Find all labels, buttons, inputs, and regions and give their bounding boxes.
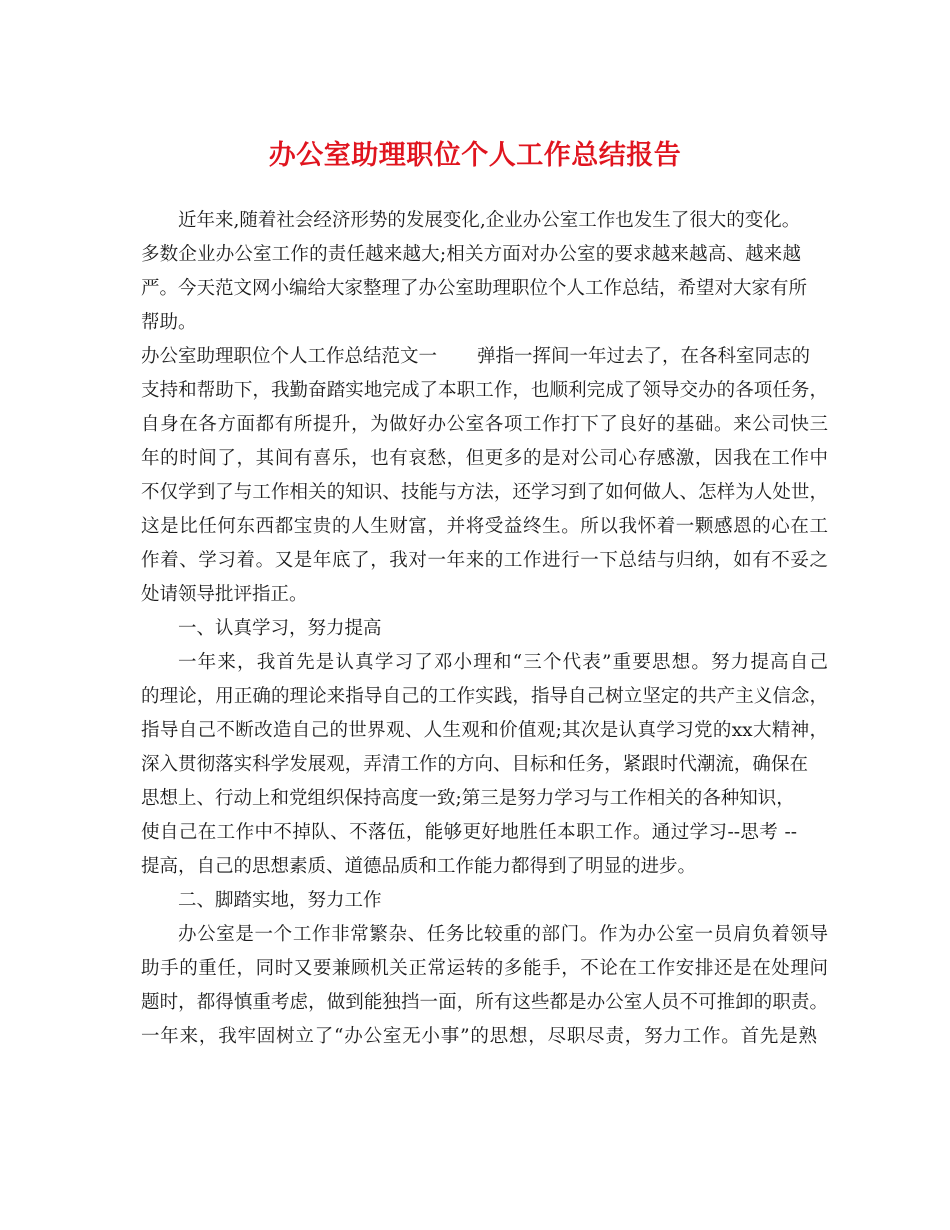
paragraph-line: 多数企业办公室工作的责任越来越大;相关方面对办公室的要求越来越高、越来越 xyxy=(141,244,801,265)
paragraph-line: 一年来，我牢固树立了“办公室无小事”的思想，尽职尽责，努力工作。首先是熟 xyxy=(141,1026,817,1047)
paragraph-line: 严。今天范文网小编给大家整理了办公室助理职位个人工作总结，希望对大家有所 xyxy=(141,278,808,299)
document-title: 办公室助理职位个人工作总结报告 xyxy=(268,140,682,171)
paragraph-line: 的理论，用正确的理论来指导自己的工作实践，指导自己树立坚定的共产主义信念， xyxy=(141,686,828,707)
paragraph-line: 帮助。 xyxy=(141,312,197,333)
paragraph-line: 一年来，我首先是认真学习了邓小理和“三个代表”重要思想。努力提高自己 xyxy=(178,652,828,673)
paragraph-line: 指导自己不断改造自己的世界观、人生观和价值观;其次是认真学习党的xx大精神， xyxy=(141,720,828,741)
paragraph-line: 题时，都得慎重考虑，做到能独挡一面，所有这些都是办公室人员不可推卸的职责。 xyxy=(141,992,828,1013)
paragraph-line: 办公室是一个工作非常繁杂、任务比较重的部门。作为办公室一员肩负着领导 xyxy=(178,924,828,945)
paragraph-line: 深入贯彻落实科学发展观，弄清工作的方向、目标和任务，紧跟时代潮流，确保在 xyxy=(141,754,808,775)
paragraph-line: 使自己在工作中不掉队、不落伍，能够更好地胜任本职工作。通过学习--思考 -- xyxy=(141,822,797,843)
paragraph-line: 不仅学到了与工作相关的知识、技能与方法，还学习到了如何做人、怎样为人处世， xyxy=(141,482,828,503)
paragraph-line: 助手的重任，同时又要兼顾机关正常运转的多能手，不论在工作安排还是在处理问 xyxy=(141,958,828,979)
paragraph-line: 自身在各方面都有所提升，为做好办公室各项工作打下了良好的基础。来公司快三 xyxy=(141,414,828,435)
paragraph-line: 年的时间了，其间有喜乐，也有哀愁，但更多的是对公司心存感激，因我在工作中 xyxy=(141,448,828,469)
paragraph-line: 提高，自己的思想素质、道德品质和工作能力都得到了明显的进步。 xyxy=(141,856,697,877)
paragraph-line-text: 弹指一挥间一年过去了，在各科室同志的 xyxy=(477,346,811,367)
section-heading: 一、认真学习，努力提高 xyxy=(178,618,382,639)
paragraph-line xyxy=(141,345,810,369)
section-heading-inline: 办公室助理职位个人工作总结范文一 xyxy=(141,346,438,367)
paragraph-line: 支持和帮助下，我勤奋踏实地完成了本职工作，也顺利完成了领导交办的各项任务， xyxy=(141,380,828,401)
paragraph-line: 作着、学习着。又是年底了，我对一年来的工作进行一下总结与归纳，如有不妥之 xyxy=(141,550,828,571)
paragraph-line: 思想上、行动上和党组织保持高度一致;第三是努力学习与工作相关的各种知识， xyxy=(141,788,795,809)
paragraph-line: 这是比任何东西都宝贵的人生财富，并将受益终生。所以我怀着一颗感恩的心在工 xyxy=(141,516,828,537)
paragraph-line: 近年来,随着社会经济形势的发展变化,企业办公室工作也发生了很大的变化。 xyxy=(178,210,801,231)
section-heading: 二、脚踏实地，努力工作 xyxy=(178,890,382,911)
paragraph-line: 处请领导批评指正。 xyxy=(141,584,308,605)
